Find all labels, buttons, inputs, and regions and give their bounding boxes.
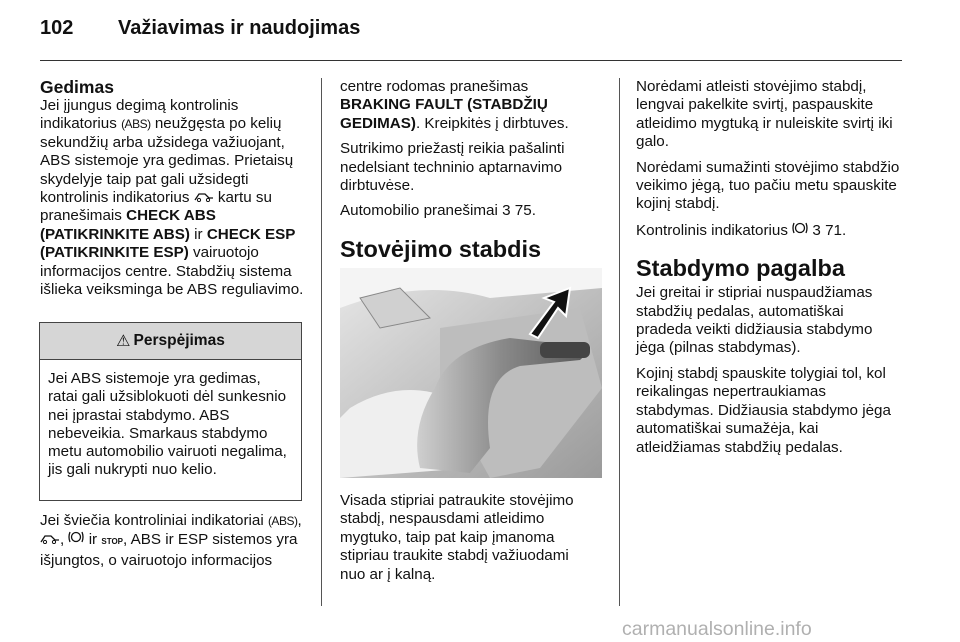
page-ref-arrow-icon: 3 <box>812 221 821 239</box>
esp-indicator-icon <box>194 190 214 202</box>
column-divider-1 <box>321 78 322 606</box>
stop-indicator-icon: STOP <box>101 537 123 547</box>
page-title: Važiavimas ir naudojimas <box>118 17 361 39</box>
paragraph-release-brake: Norėdami atleisti stovėjimo stabdį, lengvai pakelkite svirtį, paspauskite atleidimo mygtuką ir nuleiskite svirtį iki galo. <box>636 78 893 151</box>
message-braking-fault: BRAKING FAULT (STABDŽIŲ GEDIMAS) <box>340 96 548 132</box>
section-heading-brake-assist: Stabdymo pagalba <box>636 255 845 282</box>
paragraph-vehicle-messages <box>340 202 590 220</box>
warning-triangle-icon: ⚠ <box>116 333 131 350</box>
page-number: 102 <box>40 17 74 39</box>
warning-box <box>39 322 302 501</box>
text-span: neužgęsta po kelių sekundžių arba užsidega važiuojant, ABS sistemoje yra gedimas. Prietaisų skydelyje taip pat gali užsidegti kontrolinis indikatorius <box>40 115 294 207</box>
message-check-abs: CHECK ABS (PATIKRINKITE ABS) <box>40 207 216 243</box>
abs-indicator-icon: (ABS) <box>121 117 151 132</box>
column-2 <box>340 78 590 263</box>
paragraph-abs-fault <box>40 97 308 299</box>
text-span: Jei įjungus degimą kontrolinis indikatorius <box>40 97 239 133</box>
text-span: Kontrolinis indikatorius <box>636 221 788 239</box>
paragraph-reduce-force: Norėdami sumažinti stovėjimo stabdžio veikimo jėgą, tuo pačiu metu spauskite kojinį stabdį. <box>636 158 900 213</box>
paragraph-apply-brake: Visada stipriai patraukite stovėjimo stabdį, nespausdami atleidimo mygtuko, taip pat kaip įmanoma stipriau traukite stabdį važiuodami nuo ar į kalną. <box>340 492 574 583</box>
text-span: Jei šviečia kontroliniai indikatoriai <box>40 512 264 529</box>
text-span: ir <box>194 225 203 243</box>
warning-header <box>40 323 301 360</box>
column-3 <box>636 78 902 457</box>
paragraph-brake-assist-2: Kojinį stabdį spauskite tolygiai tol, kol reikalingas nepertraukiamas stabdymas. Didžiausia stabdymo jėga automatiškai sumažėja, kai atleidžiamas stabdžių pedalas. <box>636 364 891 456</box>
esp-indicator-icon <box>40 532 60 544</box>
paragraph-brake-assist: Jei greitai ir stipriai nuspaudžiamas stabdžių pedalas, automatiškai pradeda veikti didžiausia stabdymo jėga (pilnas stabdymas). <box>636 284 873 357</box>
text-span: ABS ir ESP sistemos yra išjungtos, o vairuotojo informacijos <box>40 531 298 569</box>
message-check-esp: CHECK ESP (PATIKRINKITE ESP) <box>40 225 296 262</box>
header-rule <box>40 60 902 61</box>
brake-indicator-icon <box>792 221 808 235</box>
page-ref: 71. <box>825 221 847 239</box>
text-span: . Kreipkitės į dirbtuves. <box>415 114 569 132</box>
text-span: Automobilio pranešimai <box>340 202 498 220</box>
paragraph-repair: Sutrikimo priežastį reikia pašalinti nedelsiant techninio aptarnavimo dirbtuvėse. <box>340 140 565 195</box>
text-span: kartu su pranešimais <box>40 189 272 225</box>
warning-text: Jei ABS sistemoje yra gedimas, ratai gali užsiblokuoti dėl sunkesnio nei įprastai stabdymo. ABS nebeveikia. Smarkaus stabdymo metu automobilio vairuoti negalima, jis gali nukrypti nuo kelio. <box>48 370 287 479</box>
paragraph-indicators: Jei šviečia kontroliniai indikatoriai (ABS), , ir STOP, ABS ir ESP sistemos yra išjungtos, o vairuotojo informacijos <box>40 512 302 569</box>
section-heading-gedimas: Gedimas <box>40 77 114 97</box>
watermark: carmanualsonline.info <box>622 618 812 640</box>
column-1 <box>40 78 308 299</box>
page-ref: 75. <box>514 202 536 220</box>
page-ref-arrow-icon: 3 <box>502 202 511 220</box>
warning-title: Perspėjimas <box>133 332 225 349</box>
abs-indicator-icon: (ABS) <box>267 514 298 528</box>
section-heading-parking-brake: Stovėjimo stabdis <box>340 235 542 262</box>
text-span: ir <box>88 531 98 549</box>
paragraph-indicator-ref <box>636 221 902 240</box>
paragraph-braking-fault <box>340 78 590 133</box>
text-span: centre rodomas pranešimas <box>340 78 529 95</box>
parking-brake-photo <box>340 268 602 478</box>
column-divider-2 <box>619 78 620 606</box>
brake-indicator-icon <box>68 530 84 544</box>
text-span: vairuotojo informacijos centre. Stabdžių sistema išlieka veiksminga be ABS reguliavimo. <box>40 244 304 299</box>
